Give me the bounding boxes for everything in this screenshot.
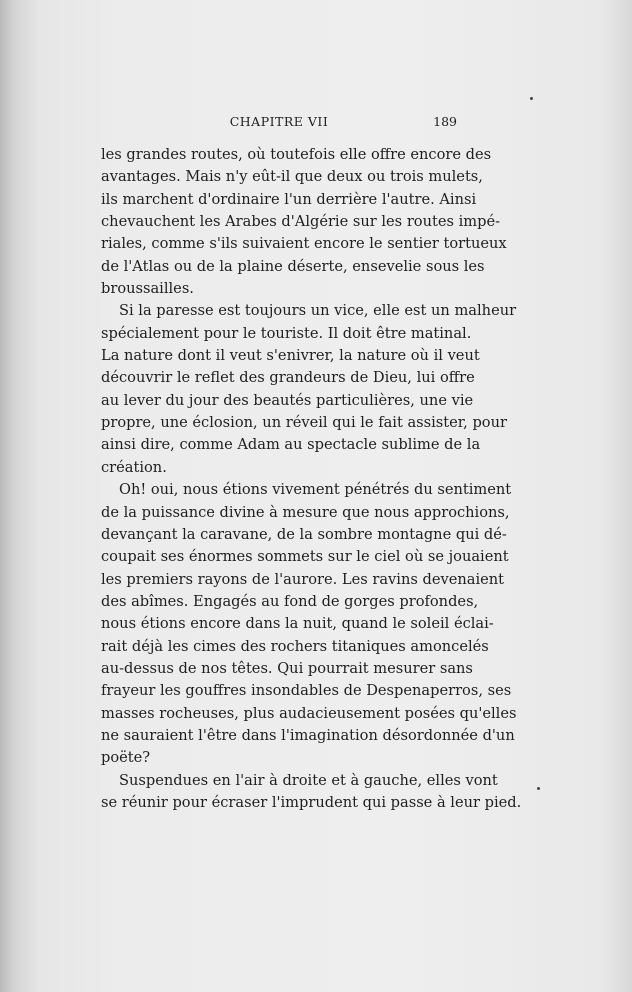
text-line: Suspendues en l'air à droite et à gauche, elles vont — [119, 771, 498, 789]
text-line: propre, une éclosion, un réveil qui le fait assister, pour — [101, 414, 507, 432]
text-line: poëte? — [101, 749, 151, 767]
text-line: chevauchent les Arabes d'Algérie sur les routes impé- — [101, 213, 501, 231]
chapter-title: CHAPITRE VII — [229, 114, 329, 129]
page-number: 189 — [433, 114, 457, 129]
running-header — [101, 114, 457, 134]
text-line: broussailles. — [101, 280, 194, 298]
text-line: création. — [101, 458, 167, 476]
text-line: nous étions encore dans la nuit, quand le soleil éclai- — [101, 615, 494, 633]
text-line: coupait ses énormes sommets sur le ciel où se jouaient — [101, 548, 509, 566]
text-line: les grandes routes, où toutefois elle offre encore des — [101, 146, 492, 163]
text-line: La nature dont il veut s'enivrer, la nature où il veut — [101, 347, 480, 365]
text-line: masses rocheuses, plus audacieusement posées qu'elles — [101, 704, 517, 722]
text-line: riales, comme s'ils suivaient encore le sentier tortueux — [101, 235, 507, 253]
text-line: des abîmes. Engagés au fond de gorges profondes, — [101, 592, 479, 610]
text-line: Oh! oui, nous étions vivement pénétrés du sentiment — [119, 481, 512, 499]
text-line: se réunir pour écraser l'imprudent qui passe à leur pied. — [101, 793, 522, 811]
text-line: découvrir le reflet des grandeurs de Dieu, lui offre — [101, 369, 475, 387]
text-line: avantages. Mais n'y eût-il que deux ou trois mulets, — [101, 168, 483, 186]
text-line: spécialement pour le touriste. Il doit être matinal. — [101, 324, 472, 342]
paper-speck — [530, 97, 533, 100]
text-line: de la puissance divine à mesure que nous approchions, — [101, 503, 510, 521]
text-line: rait déjà les cimes des rochers titaniques amoncelés — [101, 637, 489, 655]
text-line: au lever du jour des beautés particulières, une vie — [101, 391, 474, 409]
text-line: frayeur les gouffres insondables de Despenaperros, ses — [101, 682, 512, 700]
page-body-text — [101, 144, 522, 814]
text-line: de l'Atlas ou de la plaine déserte, ensevelie sous les — [101, 257, 485, 275]
text-line: devançant la caravane, de la sombre montagne qui dé- — [101, 525, 507, 543]
text-line: ne sauraient l'être dans l'imagination désordonnée d'un — [101, 726, 515, 744]
text-line: au-dessus de nos têtes. Qui pourrait mesurer sans — [101, 659, 473, 677]
text-line: Si la paresse est toujours un vice, elle est un malheur — [119, 302, 517, 320]
text-line: les premiers rayons de l'aurore. Les ravins devenaient — [101, 570, 505, 588]
paper-speck — [537, 787, 540, 790]
text-line: ils marchent d'ordinaire l'un derrière l'autre. Ainsi — [101, 190, 477, 208]
text-line: ainsi dire, comme Adam au spectacle sublime de la — [101, 436, 481, 454]
